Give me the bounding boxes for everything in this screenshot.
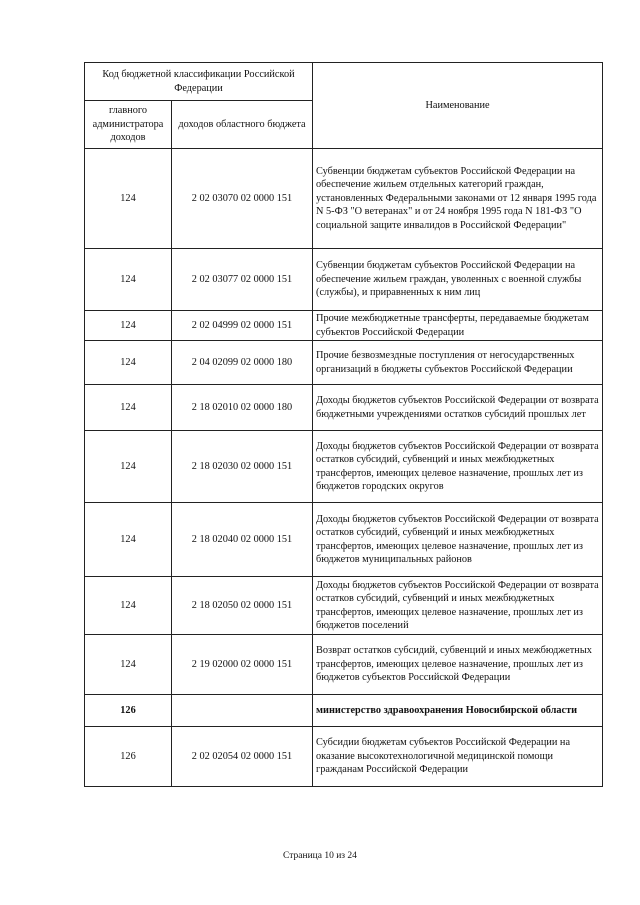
- row-income-code: 2 18 02030 02 0000 151: [172, 431, 313, 503]
- row-name: Субсидии бюджетам субъектов Российской Федерации на оказание высокотехнологичной медицинской помощи гражданам Российской Федерации: [313, 727, 603, 787]
- row-income-code: 2 02 02054 02 0000 151: [172, 727, 313, 787]
- row-admin-code: 124: [85, 249, 172, 311]
- header-income: доходов областного бюджета: [172, 101, 313, 149]
- row-name: Доходы бюджетов субъектов Российской Федерации от возврата остатков субсидий, субвенций и иных межбюджетных трансфертов, имеющих целевое назначение, прошлых лет из бюджетов поселений: [313, 577, 603, 635]
- row-name: Доходы бюджетов субъектов Российской Федерации от возврата остатков субсидий, субвенций и иных межбюджетных трансфертов, имеющих целевое назначение, прошлых лет из бюджетов городских округов: [313, 431, 603, 503]
- row-name: Прочие межбюджетные трансферты, передаваемые бюджетам субъектов Российской Федерации: [313, 311, 603, 341]
- row-income-code: 2 18 02040 02 0000 151: [172, 503, 313, 577]
- row-income-code: 2 18 02050 02 0000 151: [172, 577, 313, 635]
- table-row: [85, 431, 603, 503]
- budget-classification-table: [84, 62, 603, 787]
- row-income-code: 2 18 02010 02 0000 180: [172, 385, 313, 431]
- row-name: Возврат остатков субсидий, субвенций и иных межбюджетных трансфертов, имеющих целевое назначение, прошлых лет из бюджетов субъектов Российской Федерации: [313, 635, 603, 695]
- row-admin-code: 124: [85, 341, 172, 385]
- table-row: [85, 385, 603, 431]
- page-number: Страница 10 из 24: [283, 851, 357, 861]
- row-admin-code: 124: [85, 635, 172, 695]
- table-row: [85, 311, 603, 341]
- row-name: Доходы бюджетов субъектов Российской Федерации от возврата остатков субсидий, субвенций и иных межбюджетных трансфертов, имеющих целевое назначение, прошлых лет из бюджетов муниципальных районов: [313, 503, 603, 577]
- table-row: [85, 341, 603, 385]
- table-row: [85, 577, 603, 635]
- row-admin-code: 124: [85, 577, 172, 635]
- row-income-code: 2 02 04999 02 0000 151: [172, 311, 313, 341]
- row-income-code: 2 02 03070 02 0000 151: [172, 149, 313, 249]
- table-row-section: [85, 695, 603, 727]
- table-row: [85, 503, 603, 577]
- row-admin-code: 126: [85, 695, 172, 727]
- row-name: Субвенции бюджетам субъектов Российской Федерации на обеспечение жильем граждан, уволенных с военной службы (службы), и приравненных к ним лиц: [313, 249, 603, 311]
- row-income-code: 2 19 02000 02 0000 151: [172, 635, 313, 695]
- row-name: Субвенции бюджетам субъектов Российской Федерации на обеспечение жильем отдельных категорий граждан, установленных Федеральными законами от 12 января 1995 года N 5-ФЗ "О ветеранах" и от 24 ноября 1995 года N 181-ФЗ "О социальной защите инвалидов в Российской Федерации": [313, 149, 603, 249]
- row-name: Прочие безвозмездные поступления от негосударственных организаций в бюджеты субъектов Российской Федерации: [313, 341, 603, 385]
- row-admin-code: 124: [85, 431, 172, 503]
- row-admin-code: 124: [85, 149, 172, 249]
- row-income-code: 2 04 02099 02 0000 180: [172, 341, 313, 385]
- row-admin-code: 124: [85, 503, 172, 577]
- header-admin: главного администратора доходов: [85, 101, 172, 149]
- table-row: [85, 249, 603, 311]
- row-admin-code: 124: [85, 385, 172, 431]
- table-row: [85, 635, 603, 695]
- header-code-group: Код бюджетной классификации Российской Федерации: [85, 63, 313, 101]
- table-row: [85, 149, 603, 249]
- header-name: Наименование: [313, 63, 603, 149]
- row-name: Доходы бюджетов субъектов Российской Федерации от возврата бюджетными учреждениями остатков субсидий прошлых лет: [313, 385, 603, 431]
- row-income-code: [172, 695, 313, 727]
- table-row: [85, 727, 603, 787]
- row-income-code: 2 02 03077 02 0000 151: [172, 249, 313, 311]
- row-admin-code: 126: [85, 727, 172, 787]
- row-admin-code: 124: [85, 311, 172, 341]
- row-name: министерство здравоохранения Новосибирской области: [313, 695, 603, 727]
